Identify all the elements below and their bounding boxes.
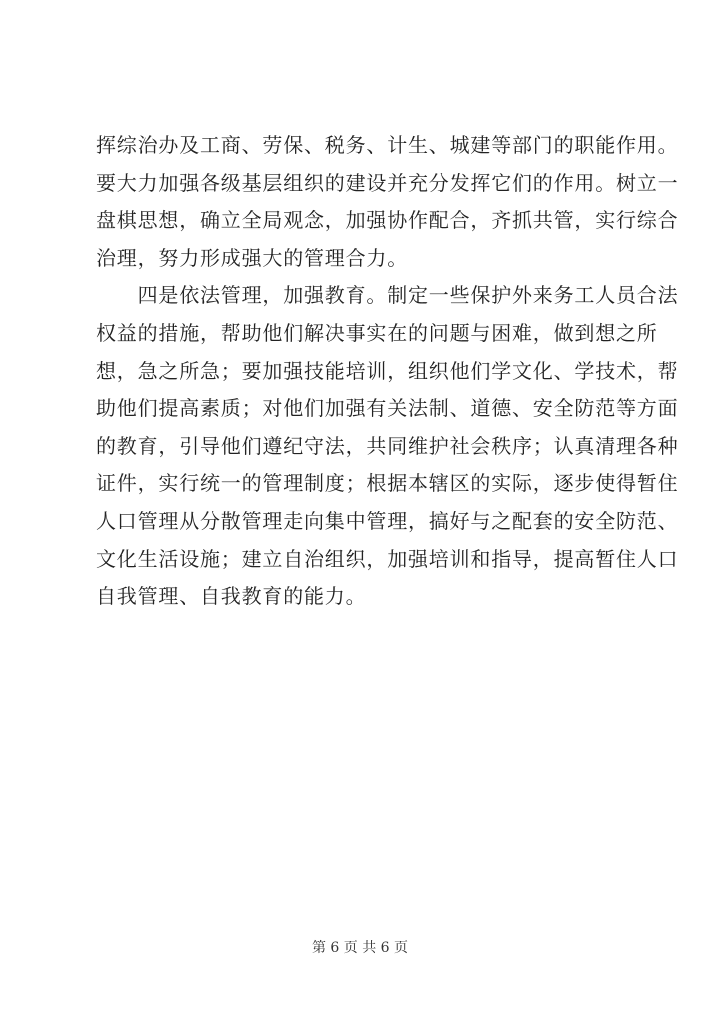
text-line: 挥综治办及工商、劳保、税务、计生、城建等部门的职能作用。 — [96, 133, 679, 157]
text-line: 助他们提高素质；对他们加强有关法制、道德、安全防范等方面 — [96, 396, 679, 421]
body-text — [96, 127, 679, 616]
text-line: 盘棋思想，确立全局观念，加强协作配合，齐抓共管，实行综合 — [96, 208, 679, 233]
text-line: 的教育，引导他们遵纪守法，共同维护社会秩序；认真清理各种 — [96, 433, 679, 458]
text-line: 自我管理、自我教育的能力。 — [96, 584, 367, 609]
text-line: 四是依法管理，加强教育。制定一些保护外来务工人员合法 — [96, 283, 679, 308]
text-line: 文化生活设施；建立自治组织，加强培训和指导，提高暂住人口 — [96, 546, 679, 571]
text-line: 想，急之所急；要加强技能培训，组织他们学文化、学技术，帮 — [96, 358, 679, 383]
page-footer: 第 6 页 共 6 页 — [311, 940, 409, 956]
text-line: 要大力加强各级基层组织的建设并充分发挥它们的作用。树立一 — [96, 170, 679, 195]
text-line: 治理，努力形成强大的管理合力。 — [96, 245, 408, 270]
text-line: 证件，实行统一的管理制度；根据本辖区的实际，逐步使得暂住 — [96, 471, 679, 496]
text-line: 人口管理从分散管理走向集中管理，搞好与之配套的安全防范、 — [96, 508, 679, 533]
text-line: 权益的措施，帮助他们解决事实在的问题与困难，做到想之所 — [96, 320, 658, 345]
